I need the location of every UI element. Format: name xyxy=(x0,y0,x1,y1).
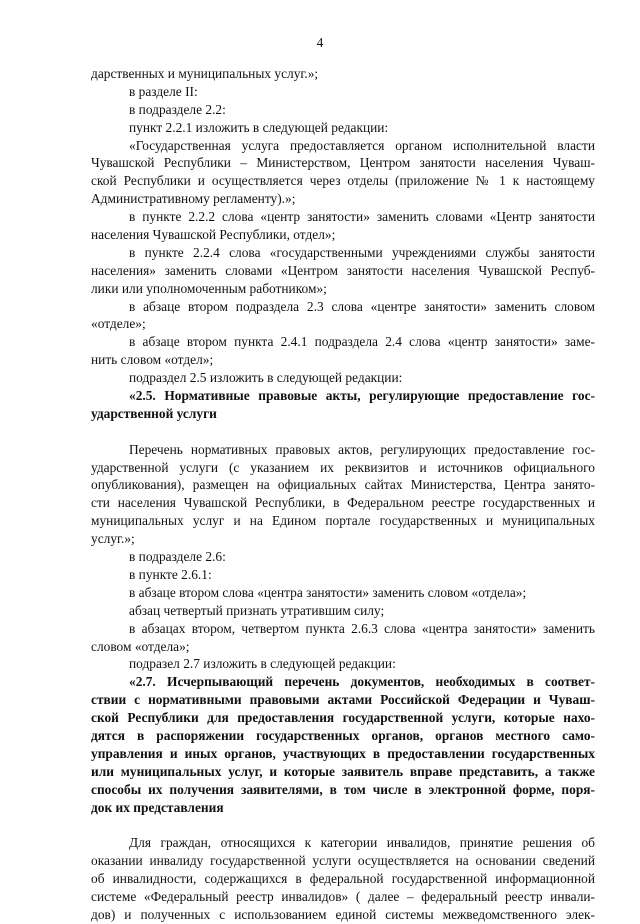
text-line: подраздел 2.5 изложить в следующей редакции: xyxy=(129,370,403,386)
text-line: Для граждан, относящихся к категории инвалидов, принятие решения об xyxy=(129,835,595,851)
heading-line: ствии с нормативными правовыми актами Российской Федерации и Чуваш- xyxy=(91,692,595,708)
text-line: населения Чувашской Республики, отдел»; xyxy=(91,227,336,243)
heading-line: управления и иных органов, участвующих в предоставлении государственных xyxy=(91,745,595,761)
text-line: в подразделе 2.6: xyxy=(129,549,226,565)
text-line: словом «отдела»; xyxy=(91,638,190,654)
blank-line xyxy=(91,816,595,834)
text-line: ударственной услуги (с указанием их реквизитов и источников официального xyxy=(91,459,595,475)
heading-line: ской Республики для предоставления государственной услуги, которые нахо- xyxy=(91,710,595,726)
text-line: системе «Федеральный реестр инвалидов» ( далее – федеральный реестр инвали- xyxy=(91,888,595,904)
heading-line: дятся в распоряжении государственных органов, органов местного само- xyxy=(91,727,595,743)
text-line: подразел 2.7 изложить в следующей редакции: xyxy=(129,656,396,672)
text-line: в абзаце втором слова «центра занятости» заменить словом «отдела»; xyxy=(129,584,527,600)
document-body xyxy=(91,65,595,924)
text-line: в подразделе 2.2: xyxy=(129,101,226,117)
text-line: пункт 2.2.1 изложить в следующей редакции: xyxy=(129,119,389,135)
text-line: услуг.»; xyxy=(91,531,135,547)
text-line: сти населения Чувашской Республики, в Федеральном реестре государственных и xyxy=(91,495,595,511)
text-line: населения» заменить словами «Центром занятости населения Чувашской Респуб- xyxy=(91,262,595,278)
text-line: оказании инвалиду государственной услуги осуществляется на основании сведений xyxy=(91,853,595,869)
text-line: в абзаце втором пункта 2.4.1 подраздела 2.4 слова «центр занятости» заме- xyxy=(129,334,595,350)
heading-line: «2.7. Исчерпывающий перечень документов, необходимых в соответ- xyxy=(129,674,595,690)
blank-line xyxy=(91,423,595,441)
text-line: опубликования), размещен на официальных сайтах Министерства, Центра занято- xyxy=(91,477,595,493)
text-line: Чувашской Республики – Министерством, Центром занятости населения Чуваш- xyxy=(91,155,595,171)
text-line: в пункте 2.2.4 слова «государственными учреждениями службы занятости xyxy=(129,244,595,260)
text-line: ской Республики и осуществляется через отделы (приложение № 1 к настоящему xyxy=(91,173,595,189)
heading-line: ударственной услуги xyxy=(91,405,217,421)
heading-line: док их представления xyxy=(91,799,224,815)
heading-line: способы их получения заявителями, в том числе в электронной форме, поря- xyxy=(91,781,595,797)
text-line: муниципальных услуг и на Едином портале государственных и муниципальных xyxy=(91,513,595,529)
text-line: в абзацах втором, четвертом пункта 2.6.3 слова «центра занятости» заменить xyxy=(129,620,595,636)
text-line: в абзаце втором подраздела 2.3 слова «центре занятости» заменить словом xyxy=(129,298,595,314)
text-line: нить словом «отдел»; xyxy=(91,352,214,368)
text-line: Перечень нормативных правовых актов, регулирующих предоставление гос- xyxy=(129,441,595,457)
text-line: «Государственная услуга предоставляется органом исполнительной власти xyxy=(129,137,595,153)
text-line: в пункте 2.2.2 слова «центр занятости» заменить словами «Центр занятости xyxy=(129,209,595,225)
heading-line: или муниципальных услуг, и которые заявитель вправе представить, а также xyxy=(91,763,595,779)
text-line: абзац четвертый признать утратившим силу; xyxy=(129,602,385,618)
page-number: 4 xyxy=(316,35,324,50)
text-line: в пункте 2.6.1: xyxy=(129,566,212,582)
text-line: об инвалидности, содержащихся в федеральной государственной информационной xyxy=(91,871,595,887)
text-line: в разделе II: xyxy=(129,83,198,99)
text-line: дов) и полученных с использованием единой системы межведомственного элек- xyxy=(91,906,595,922)
heading-line: «2.5. Нормативные правовые акты, регулирующие предоставление гос- xyxy=(129,388,595,404)
text-line: Административному регламенту).»; xyxy=(91,191,296,207)
text-line: лики или уполномоченным работником»; xyxy=(91,280,327,296)
text-line: дарственных и муниципальных услуг.»; xyxy=(91,66,319,81)
text-line: «отделе»; xyxy=(91,316,146,332)
